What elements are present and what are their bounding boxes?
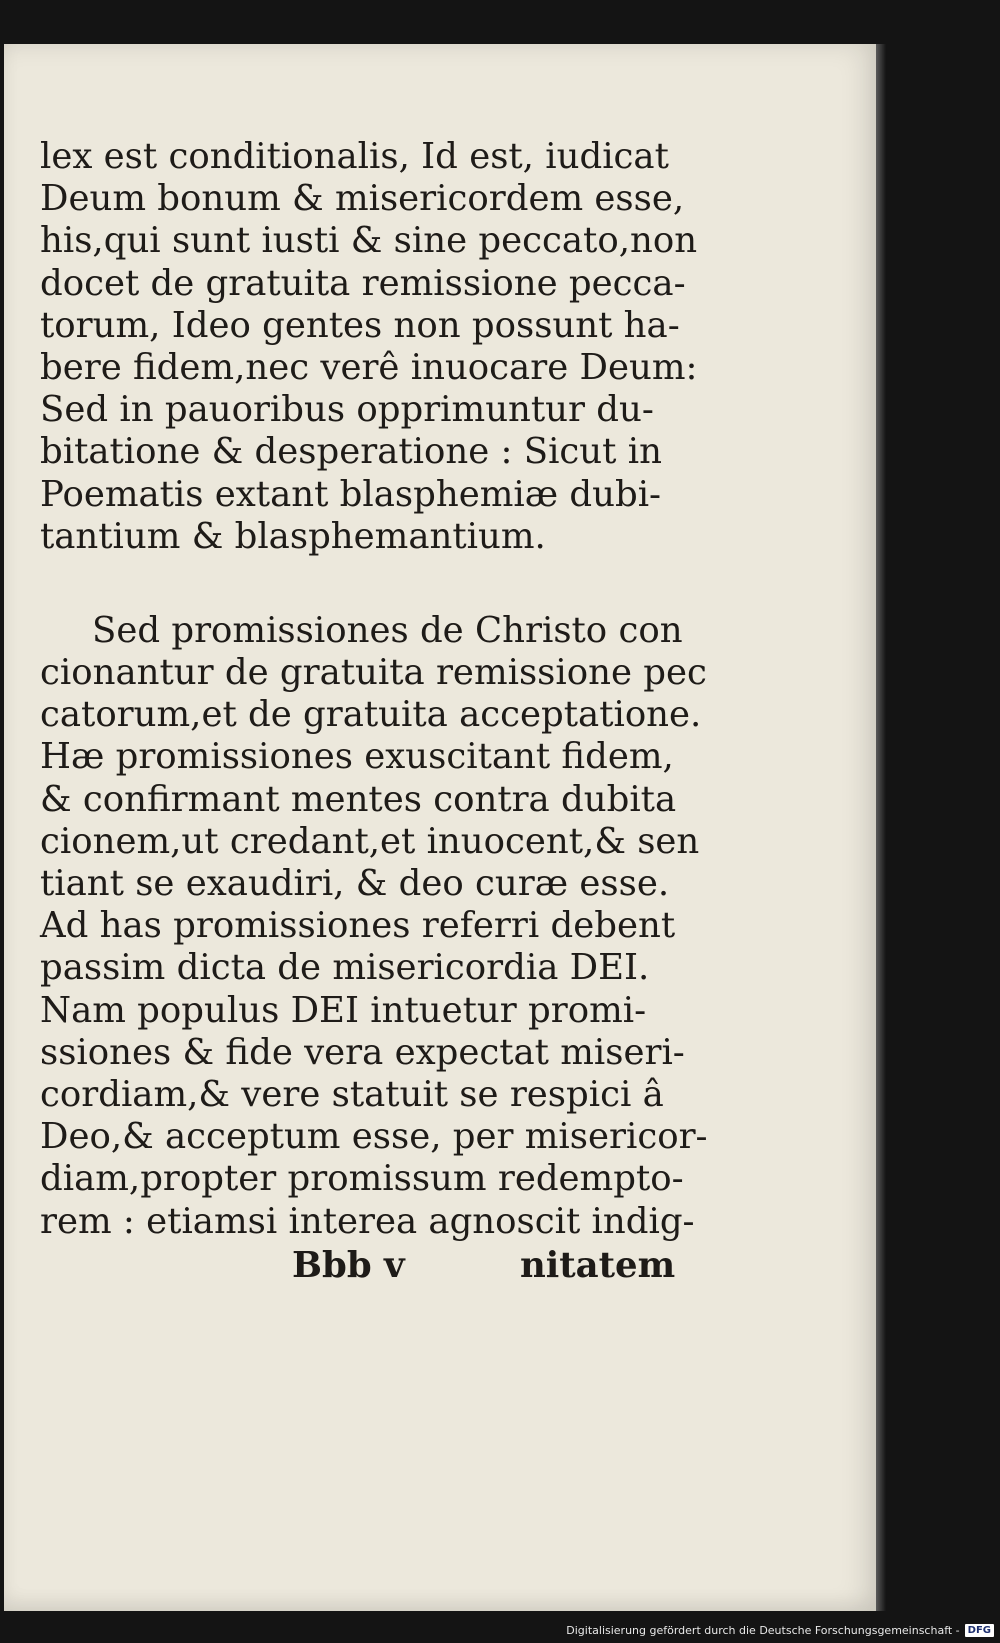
text-line: Hæ promissiones exuscitant fidem, [40, 736, 674, 778]
paragraph-2 [40, 609, 708, 1243]
page-edge-shadow [876, 44, 886, 1611]
text-line: cionem,ut credant,et inuocent,& sen [40, 820, 700, 862]
text-line: cordiam,& vere statuit se respici â [40, 1073, 664, 1115]
text-line: Deum bonum & misericordem esse, [40, 178, 685, 220]
text-line: Ad has promissiones referri debent [40, 905, 676, 947]
text-line: bere fidem,nec verê inuocare Deum: [40, 346, 698, 388]
text-line: passim dicta de misericordia DEI. [40, 947, 650, 989]
page-footer [40, 1244, 676, 1287]
signature-mark: Bbb v [292, 1244, 405, 1286]
text-line: cionantur de gratuita remissione pec [40, 652, 707, 694]
text-line: Sed in pauoribus opprimuntur du- [40, 389, 654, 431]
text-line: lex est conditionalis, Id est, iudicat [40, 136, 669, 177]
digitization-credit [566, 1621, 994, 1639]
text-line: Sed promissiones de Christo con [92, 609, 683, 651]
dfg-logo: DFG [965, 1624, 994, 1637]
text-line: Poematis extant blasphemiæ dubi- [40, 473, 662, 515]
paragraph-1 [40, 136, 698, 558]
catchword: nitatem [519, 1244, 676, 1286]
text-line: ssiones & fide vera expectat miseri- [40, 1031, 685, 1073]
text-line: docet de gratuita remissione pecca- [40, 262, 686, 304]
text-line: Nam populus DEI intuetur promi- [40, 989, 647, 1031]
text-line: tantium & blasphemantium. [40, 515, 546, 557]
text-line: his,qui sunt iusti & sine peccato,non [40, 220, 698, 262]
page-text [40, 136, 708, 1287]
text-line: & confirmant mentes contra dubita [40, 778, 677, 820]
text-line: torum, Ideo gentes non possunt ha- [40, 304, 680, 346]
text-line: diam,propter promissum redempto- [40, 1158, 684, 1200]
credit-text: Digitalisierung gefördert durch die Deutsche Forschungsgemeinschaft - [566, 1623, 960, 1637]
text-line: Deo,& acceptum esse, per misericor- [40, 1116, 708, 1158]
text-line: bitatione & desperatione : Sicut in [40, 431, 662, 473]
text-line: tiant se exaudiri, & deo curæ esse. [40, 863, 670, 904]
text-line: catorum,et de gratuita acceptatione. [40, 694, 702, 736]
book-page [4, 44, 876, 1611]
text-line: rem : etiamsi interea agnoscit indig- [40, 1200, 695, 1242]
